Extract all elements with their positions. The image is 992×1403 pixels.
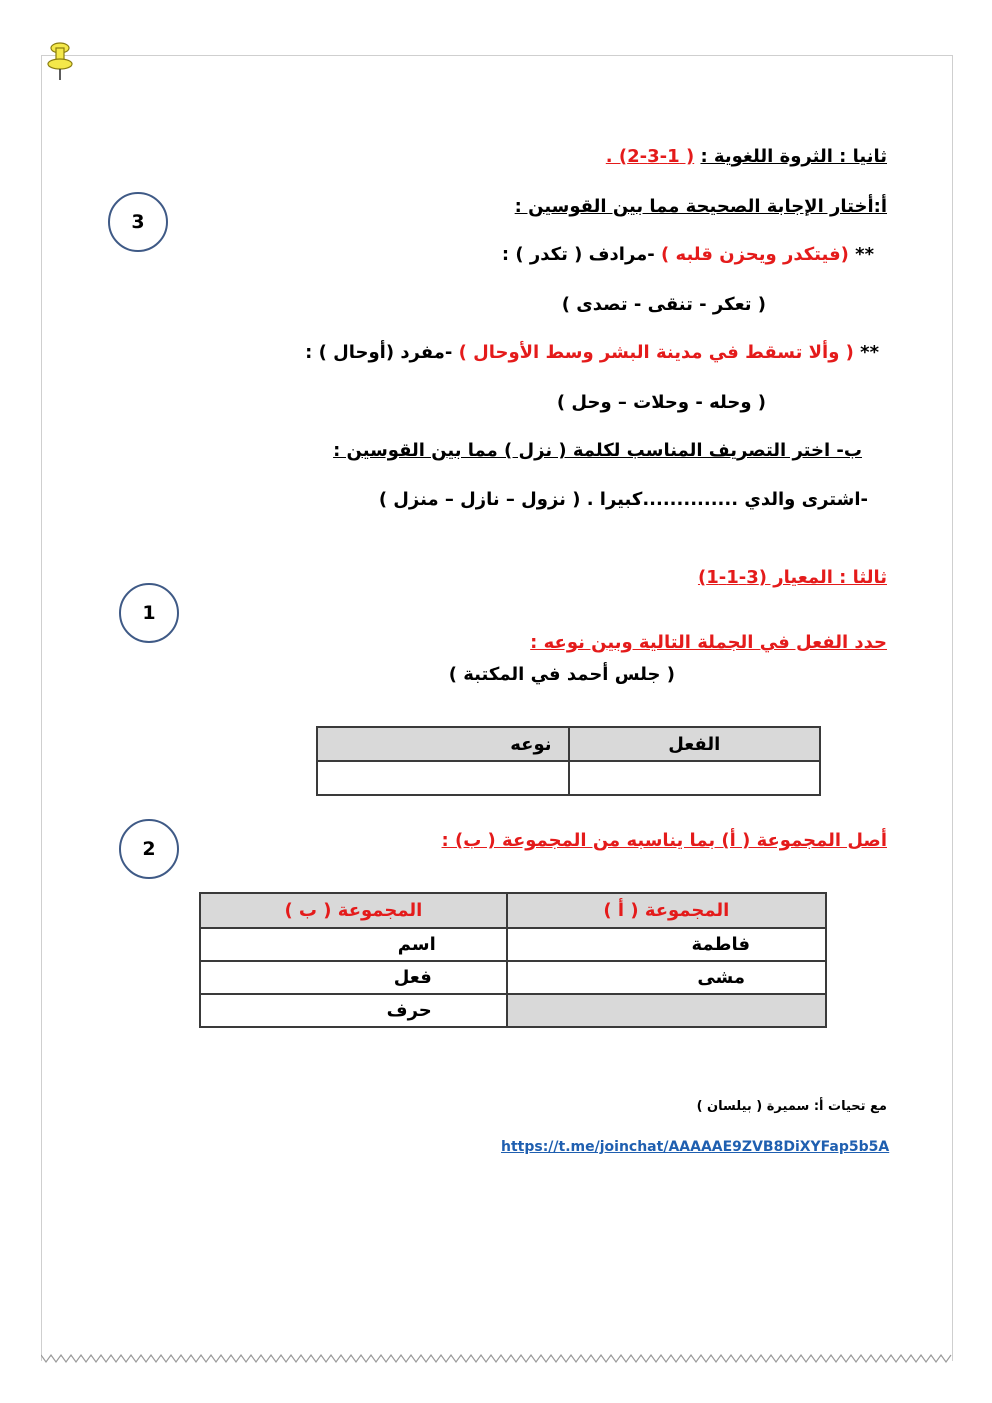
group-b-item: حرف	[200, 994, 507, 1027]
q2-choices: ( وحله - وحلات – وحل )	[556, 392, 766, 413]
q1-text: -مرادف ( تكدر ) :	[501, 244, 655, 265]
score-circle-2: 2	[119, 819, 179, 879]
group-a-item: مشى	[507, 961, 826, 994]
answer-type-cell[interactable]	[317, 761, 569, 795]
section2-heading	[606, 146, 887, 167]
section4-instruction: أصل المجموعة ( أ) بما يناسبه من المجموعة ( ب) :	[441, 830, 887, 851]
question-2	[305, 342, 879, 363]
score-circle-3: 3	[108, 192, 168, 252]
page-bottom-zigzag-border	[41, 1352, 952, 1364]
q1-stars: **	[855, 244, 874, 265]
group-a-item: فاطمة	[507, 928, 826, 961]
header-verb: الفعل	[569, 727, 821, 761]
section3-instruction: حدد الفعل في الجملة التالية وبين نوعه :	[530, 632, 887, 653]
q2-text: -مفرد (أوحال ) :	[305, 342, 453, 363]
section3-sentence: ( جلس أحمد في المكتبة )	[448, 664, 675, 685]
group-b-item: فعل	[200, 961, 507, 994]
part-b-title: ب- اختر التصريف المناسب لكلمة ( نزل ) مما بين القوسين :	[333, 440, 862, 461]
header-group-a: المجموعة ( أ )	[507, 893, 826, 928]
telegram-link[interactable]: https://t.me/joinchat/AAAAAE9ZVB8DiXYFap5b5A	[501, 1139, 890, 1155]
header-type: نوعه	[317, 727, 569, 761]
q2-quote: ( وألا تسقط في مدينة البشر وسط الأوحال )	[458, 342, 854, 363]
credit-text: مع تحيات أ: سميرة ( بيلسان )	[696, 1099, 887, 1114]
q1-quote: (فيتكدر ويحزن قلبه )	[661, 244, 849, 265]
matching-table	[199, 892, 827, 1028]
part-b-sentence: -اشترى والدي ..............كبيرا . ( نزول – نازل – منزل )	[378, 489, 868, 510]
section2-code: ( 1-3-2) .	[605, 146, 695, 167]
header-group-b: المجموعة ( ب )	[200, 893, 507, 928]
verb-type-table	[316, 726, 821, 796]
q1-choices: ( تعكر - تنقى - تصدى )	[561, 294, 766, 315]
part-a-title: أ:أختار الإجابة الصحيحة مما بين القوسين :	[514, 196, 887, 217]
q2-stars: **	[860, 342, 879, 363]
group-a-item-empty	[507, 994, 826, 1027]
pushpin-icon	[46, 40, 74, 82]
section3-title: ثالثا : المعيار (3-1-1)	[697, 567, 887, 588]
section2-title: ثانيا : الثروة اللغوية :	[700, 146, 887, 167]
group-b-item: اسم	[200, 928, 507, 961]
question-1	[502, 244, 874, 265]
answer-verb-cell[interactable]	[569, 761, 821, 795]
score-circle-1: 1	[119, 583, 179, 643]
